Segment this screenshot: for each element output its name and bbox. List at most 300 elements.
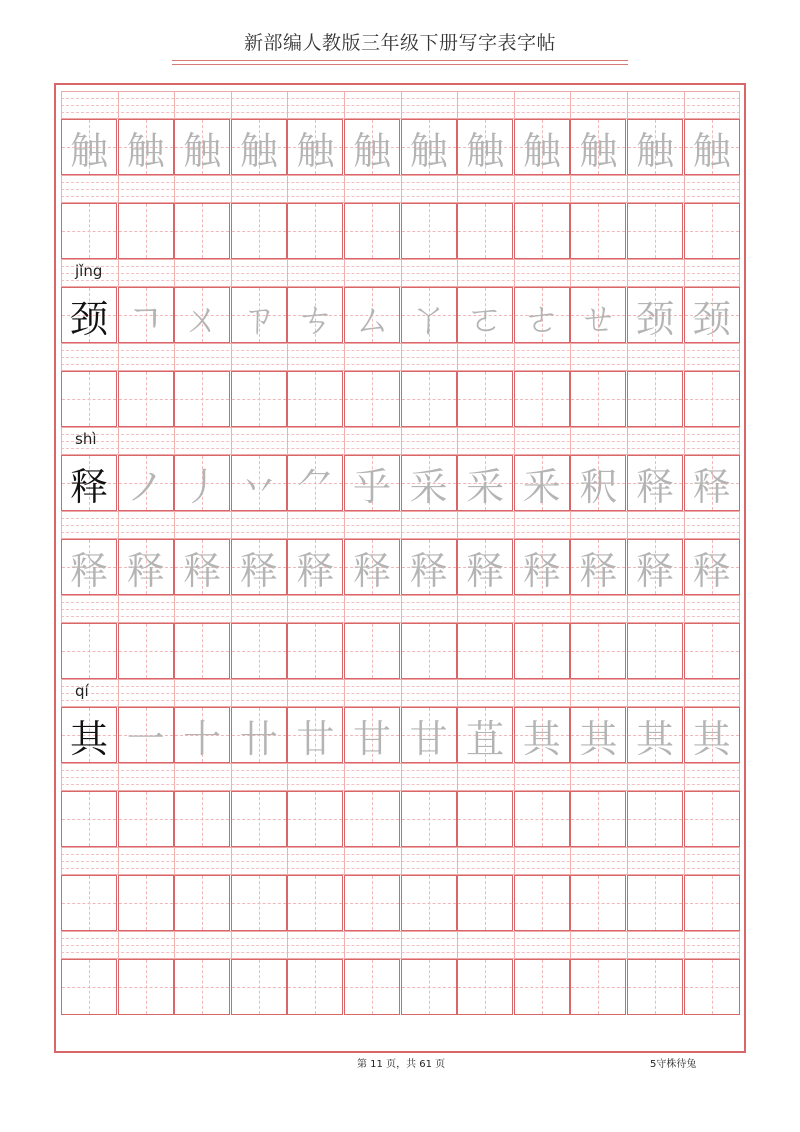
tianzige-cell[interactable] bbox=[61, 455, 117, 511]
pinyin-column-line bbox=[570, 175, 571, 203]
trace-character bbox=[232, 876, 286, 930]
tianzige-cell[interactable] bbox=[570, 119, 626, 175]
pinyin-column-line bbox=[174, 427, 175, 455]
pinyin-column-line bbox=[627, 595, 628, 623]
tianzige-cell[interactable] bbox=[61, 371, 117, 427]
pinyin-column-line bbox=[61, 763, 62, 791]
pinyin-column-line bbox=[231, 595, 232, 623]
trace-character bbox=[62, 204, 116, 258]
pinyin-column-line bbox=[287, 847, 288, 875]
tianzige-cell[interactable] bbox=[118, 539, 174, 595]
pinyin-band bbox=[61, 847, 740, 875]
tianzige-cell[interactable] bbox=[627, 287, 683, 343]
pinyin-column-line bbox=[118, 343, 119, 371]
pinyin-column-line bbox=[514, 763, 515, 791]
pinyin-column-line bbox=[344, 427, 345, 455]
tianzige-cell[interactable] bbox=[627, 875, 683, 931]
tianzige-cell[interactable] bbox=[344, 371, 400, 427]
trace-character bbox=[175, 204, 229, 258]
pinyin-column-line bbox=[174, 595, 175, 623]
practice-row bbox=[61, 427, 740, 511]
pinyin-column-line bbox=[231, 847, 232, 875]
pinyin-column-line bbox=[174, 91, 175, 119]
tianzige-cell[interactable] bbox=[401, 119, 457, 175]
tianzige-cell[interactable] bbox=[401, 623, 457, 679]
pinyin-column-line bbox=[684, 259, 685, 287]
tianzige-cell[interactable] bbox=[174, 959, 230, 1015]
tianzige-cell[interactable] bbox=[457, 371, 513, 427]
pinyin-column-line bbox=[570, 343, 571, 371]
tianzige-cell[interactable] bbox=[514, 959, 570, 1015]
pinyin-column-line bbox=[118, 259, 119, 287]
trace-character bbox=[402, 624, 456, 678]
tianzige-cell[interactable] bbox=[287, 875, 343, 931]
tianzige-cell[interactable] bbox=[174, 539, 230, 595]
tianzige-cell[interactable] bbox=[627, 119, 683, 175]
tianzige-cell[interactable] bbox=[174, 119, 230, 175]
trace-character: 触 bbox=[69, 128, 108, 173]
tianzige-cell[interactable] bbox=[287, 707, 343, 763]
tianzige-cell[interactable] bbox=[570, 875, 626, 931]
pinyin-column-line bbox=[514, 847, 515, 875]
pinyin-column-line bbox=[401, 91, 402, 119]
tianzige-cell[interactable] bbox=[231, 707, 287, 763]
tianzige-cell[interactable] bbox=[401, 875, 457, 931]
tianzige-cell[interactable] bbox=[514, 371, 570, 427]
tianzige-cell[interactable] bbox=[287, 791, 343, 847]
trace-character: 释 bbox=[296, 548, 335, 593]
tianzige-cell[interactable] bbox=[118, 623, 174, 679]
practice-row bbox=[61, 259, 740, 343]
trace-character: ㄨ bbox=[183, 296, 222, 341]
pinyin-guide-lines bbox=[61, 427, 740, 455]
pinyin-column-line bbox=[739, 931, 740, 959]
pinyin-column-line bbox=[401, 427, 402, 455]
trace-character: ㄙ bbox=[352, 296, 391, 341]
pinyin-column-line bbox=[684, 931, 685, 959]
tianzige-cell[interactable] bbox=[174, 455, 230, 511]
pinyin-column-line bbox=[174, 175, 175, 203]
tianzige-cell[interactable] bbox=[627, 203, 683, 259]
practice-row bbox=[61, 175, 740, 259]
tianzige-cell[interactable] bbox=[401, 539, 457, 595]
tianzige-cell[interactable] bbox=[514, 203, 570, 259]
tianzige-cell[interactable] bbox=[570, 959, 626, 1015]
tianzige-cell[interactable] bbox=[457, 119, 513, 175]
pinyin-column-line bbox=[457, 175, 458, 203]
tianzige-cell[interactable] bbox=[174, 203, 230, 259]
trace-character bbox=[402, 372, 456, 426]
trace-character bbox=[119, 624, 173, 678]
pinyin-column-line bbox=[570, 259, 571, 287]
tianzige-cell[interactable] bbox=[61, 203, 117, 259]
tianzige-cell[interactable] bbox=[684, 203, 740, 259]
trace-character bbox=[288, 372, 342, 426]
tianzige-cell[interactable] bbox=[287, 203, 343, 259]
tianzige-cell[interactable] bbox=[287, 287, 343, 343]
tianzige-cell[interactable] bbox=[231, 287, 287, 343]
trace-character: 一 bbox=[126, 716, 165, 761]
tianzige-cell[interactable] bbox=[570, 371, 626, 427]
tianzige-cell[interactable] bbox=[514, 287, 570, 343]
trace-character: ㄜ bbox=[522, 296, 561, 341]
trace-character bbox=[685, 372, 739, 426]
tianzige-cell[interactable] bbox=[684, 875, 740, 931]
model-character: 其 bbox=[69, 716, 108, 761]
trace-character bbox=[515, 372, 569, 426]
tianzige-cell[interactable] bbox=[344, 959, 400, 1015]
trace-character: 触 bbox=[579, 128, 618, 173]
trace-character bbox=[571, 876, 625, 930]
tianzige-cell[interactable] bbox=[231, 455, 287, 511]
trace-character bbox=[62, 960, 116, 1014]
trace-character bbox=[119, 960, 173, 1014]
tianzige-cell[interactable] bbox=[61, 959, 117, 1015]
tianzige-cell[interactable] bbox=[344, 791, 400, 847]
tianzige-cell[interactable] bbox=[231, 371, 287, 427]
pinyin-column-line bbox=[401, 259, 402, 287]
page-number: 第 11 页，共 61 页 bbox=[357, 1059, 446, 1070]
tianzige-cell[interactable] bbox=[457, 455, 513, 511]
tianzige-cell[interactable] bbox=[344, 455, 400, 511]
tianzige-cell[interactable] bbox=[684, 119, 740, 175]
pinyin-column-line bbox=[684, 343, 685, 371]
practice-row bbox=[61, 931, 740, 1015]
trace-character: 释 bbox=[522, 548, 561, 593]
pinyin-label: qí bbox=[75, 682, 89, 700]
tianzige-cell[interactable] bbox=[231, 791, 287, 847]
trace-character bbox=[458, 960, 512, 1014]
trace-character: ㄚ bbox=[409, 296, 448, 341]
pinyin-guide-lines bbox=[61, 595, 740, 623]
tianzige-cell[interactable] bbox=[118, 455, 174, 511]
pinyin-column-line bbox=[118, 847, 119, 875]
pinyin-column-line bbox=[287, 763, 288, 791]
char-cell-row bbox=[61, 539, 740, 595]
trace-character: 触 bbox=[635, 128, 674, 173]
char-cell-row bbox=[61, 707, 740, 763]
tianzige-cell[interactable] bbox=[61, 791, 117, 847]
trace-character: ㄝ bbox=[579, 296, 618, 341]
tianzige-cell[interactable] bbox=[457, 707, 513, 763]
trace-character bbox=[515, 204, 569, 258]
pinyin-guide-lines bbox=[61, 91, 740, 119]
tianzige-cell[interactable] bbox=[401, 791, 457, 847]
trace-character bbox=[288, 792, 342, 846]
pinyin-column-line bbox=[514, 931, 515, 959]
trace-character: 触 bbox=[692, 128, 731, 173]
tianzige-cell[interactable] bbox=[174, 875, 230, 931]
tianzige-cell[interactable] bbox=[627, 959, 683, 1015]
pinyin-column-line bbox=[118, 595, 119, 623]
pinyin-column-line bbox=[231, 763, 232, 791]
pinyin-column-line bbox=[174, 343, 175, 371]
pinyin-label: shì bbox=[75, 430, 97, 448]
tianzige-cell[interactable] bbox=[231, 119, 287, 175]
trace-character bbox=[119, 792, 173, 846]
pinyin-column-line bbox=[118, 91, 119, 119]
pinyin-column-line bbox=[514, 427, 515, 455]
tianzige-cell[interactable] bbox=[457, 791, 513, 847]
trace-character: 其 bbox=[579, 716, 618, 761]
pinyin-column-line bbox=[61, 175, 62, 203]
pinyin-band bbox=[61, 175, 740, 203]
tianzige-cell[interactable] bbox=[684, 539, 740, 595]
tianzige-cell[interactable] bbox=[684, 959, 740, 1015]
tianzige-cell[interactable] bbox=[514, 623, 570, 679]
tianzige-cell[interactable] bbox=[457, 959, 513, 1015]
tianzige-cell[interactable] bbox=[344, 623, 400, 679]
tianzige-cell[interactable] bbox=[118, 287, 174, 343]
pinyin-column-line bbox=[739, 91, 740, 119]
tianzige-cell[interactable] bbox=[118, 959, 174, 1015]
trace-character: 丷 bbox=[239, 464, 278, 509]
tianzige-cell[interactable] bbox=[287, 959, 343, 1015]
tianzige-cell[interactable] bbox=[287, 455, 343, 511]
tianzige-cell[interactable] bbox=[118, 203, 174, 259]
pinyin-column-line bbox=[684, 847, 685, 875]
tianzige-cell[interactable] bbox=[684, 623, 740, 679]
tianzige-cell[interactable] bbox=[570, 539, 626, 595]
trace-character: 释 bbox=[69, 548, 108, 593]
pinyin-column-line bbox=[570, 847, 571, 875]
tianzige-cell[interactable] bbox=[344, 875, 400, 931]
pinyin-column-line bbox=[739, 595, 740, 623]
tianzige-cell[interactable] bbox=[514, 119, 570, 175]
tianzige-cell[interactable] bbox=[287, 623, 343, 679]
tianzige-cell[interactable] bbox=[118, 707, 174, 763]
pinyin-guide-lines bbox=[61, 175, 740, 203]
tianzige-cell[interactable] bbox=[457, 287, 513, 343]
tianzige-cell[interactable] bbox=[684, 707, 740, 763]
tianzige-cell[interactable] bbox=[570, 287, 626, 343]
trace-character: 丿 bbox=[183, 464, 222, 509]
tianzige-cell[interactable] bbox=[514, 539, 570, 595]
pinyin-column-line bbox=[627, 679, 628, 707]
trace-character bbox=[402, 876, 456, 930]
pinyin-column-line bbox=[514, 679, 515, 707]
trace-character bbox=[458, 876, 512, 930]
trace-character bbox=[571, 204, 625, 258]
pinyin-column-line bbox=[174, 847, 175, 875]
pinyin-band bbox=[61, 259, 740, 287]
pinyin-column-line bbox=[684, 595, 685, 623]
tianzige-cell[interactable] bbox=[401, 203, 457, 259]
tianzige-cell[interactable] bbox=[287, 539, 343, 595]
trace-character: 其 bbox=[635, 716, 674, 761]
tianzige-cell[interactable] bbox=[514, 875, 570, 931]
trace-character bbox=[628, 876, 682, 930]
trace-character bbox=[62, 372, 116, 426]
tianzige-cell[interactable] bbox=[457, 875, 513, 931]
tianzige-cell[interactable] bbox=[231, 539, 287, 595]
trace-character bbox=[288, 624, 342, 678]
tianzige-cell[interactable] bbox=[344, 203, 400, 259]
tianzige-cell[interactable] bbox=[61, 539, 117, 595]
pinyin-column-line bbox=[570, 511, 571, 539]
pinyin-column-line bbox=[457, 763, 458, 791]
tianzige-cell[interactable] bbox=[287, 119, 343, 175]
tianzige-cell[interactable] bbox=[61, 707, 117, 763]
trace-character bbox=[175, 372, 229, 426]
pinyin-column-line bbox=[174, 259, 175, 287]
trace-character bbox=[62, 624, 116, 678]
tianzige-cell[interactable] bbox=[401, 707, 457, 763]
tianzige-cell[interactable] bbox=[514, 791, 570, 847]
tianzige-cell[interactable] bbox=[627, 455, 683, 511]
trace-character bbox=[62, 792, 116, 846]
pinyin-column-line bbox=[457, 679, 458, 707]
tianzige-cell[interactable] bbox=[61, 287, 117, 343]
tianzige-cell[interactable] bbox=[174, 791, 230, 847]
tianzige-cell[interactable] bbox=[174, 371, 230, 427]
trace-character: ノ bbox=[126, 464, 165, 509]
tianzige-cell[interactable] bbox=[684, 455, 740, 511]
trace-character: 释 bbox=[635, 464, 674, 509]
tianzige-cell[interactable] bbox=[174, 287, 230, 343]
trace-character bbox=[685, 624, 739, 678]
tianzige-cell[interactable] bbox=[344, 539, 400, 595]
pinyin-guide-lines bbox=[61, 259, 740, 287]
tianzige-cell[interactable] bbox=[684, 287, 740, 343]
trace-character bbox=[685, 960, 739, 1014]
char-cell-row bbox=[61, 875, 740, 931]
tianzige-cell[interactable] bbox=[457, 623, 513, 679]
trace-character: 采 bbox=[409, 464, 448, 509]
pinyin-column-line bbox=[457, 847, 458, 875]
trace-character bbox=[628, 204, 682, 258]
tianzige-cell[interactable] bbox=[627, 371, 683, 427]
trace-character bbox=[175, 624, 229, 678]
trace-character bbox=[288, 960, 342, 1014]
tianzige-cell[interactable] bbox=[118, 791, 174, 847]
pinyin-column-line bbox=[514, 511, 515, 539]
pinyin-column-line bbox=[344, 175, 345, 203]
pinyin-guide-lines bbox=[61, 511, 740, 539]
tianzige-cell[interactable] bbox=[401, 371, 457, 427]
tianzige-cell[interactable] bbox=[570, 203, 626, 259]
pinyin-column-line bbox=[231, 931, 232, 959]
trace-character: 触 bbox=[296, 128, 335, 173]
tianzige-cell[interactable] bbox=[627, 707, 683, 763]
tianzige-cell[interactable] bbox=[684, 371, 740, 427]
tianzige-cell[interactable] bbox=[61, 119, 117, 175]
trace-character: 释 bbox=[352, 548, 391, 593]
pinyin-column-line bbox=[287, 343, 288, 371]
pinyin-band bbox=[61, 763, 740, 791]
pinyin-column-line bbox=[61, 511, 62, 539]
pinyin-column-line bbox=[174, 511, 175, 539]
pinyin-band bbox=[61, 91, 740, 119]
pinyin-column-line bbox=[344, 91, 345, 119]
trace-character: 其 bbox=[692, 716, 731, 761]
trace-character bbox=[571, 372, 625, 426]
tianzige-cell[interactable] bbox=[627, 539, 683, 595]
pinyin-column-line bbox=[231, 511, 232, 539]
pinyin-column-line bbox=[401, 343, 402, 371]
pinyin-band bbox=[61, 427, 740, 455]
trace-character bbox=[458, 792, 512, 846]
pinyin-column-line bbox=[231, 175, 232, 203]
tianzige-cell[interactable] bbox=[118, 119, 174, 175]
trace-character: 释 bbox=[692, 548, 731, 593]
tianzige-cell[interactable] bbox=[401, 455, 457, 511]
tianzige-cell[interactable] bbox=[231, 623, 287, 679]
trace-character: 其 bbox=[522, 716, 561, 761]
tianzige-cell[interactable] bbox=[231, 203, 287, 259]
tianzige-cell[interactable] bbox=[344, 287, 400, 343]
pinyin-column-line bbox=[344, 259, 345, 287]
trace-character: 甘 bbox=[409, 716, 448, 761]
tianzige-cell[interactable] bbox=[570, 455, 626, 511]
tianzige-cell[interactable] bbox=[570, 707, 626, 763]
pinyin-label: jǐng bbox=[75, 262, 103, 280]
pinyin-column-line bbox=[739, 511, 740, 539]
title-rule-top bbox=[172, 60, 628, 61]
tianzige-cell[interactable] bbox=[174, 623, 230, 679]
pinyin-column-line bbox=[401, 679, 402, 707]
tianzige-cell[interactable] bbox=[344, 707, 400, 763]
tianzige-cell[interactable] bbox=[174, 707, 230, 763]
pinyin-column-line bbox=[570, 595, 571, 623]
pinyin-column-line bbox=[627, 91, 628, 119]
tianzige-cell[interactable] bbox=[401, 287, 457, 343]
page-title: 新部编人教版三年级下册写字表字帖 bbox=[243, 32, 556, 54]
pinyin-column-line bbox=[61, 427, 62, 455]
trace-character bbox=[62, 876, 116, 930]
tianzige-cell[interactable] bbox=[514, 455, 570, 511]
tianzige-cell[interactable] bbox=[118, 371, 174, 427]
tianzige-cell[interactable] bbox=[231, 875, 287, 931]
trace-character bbox=[515, 960, 569, 1014]
tianzige-cell[interactable] bbox=[118, 875, 174, 931]
pinyin-guide-lines bbox=[61, 847, 740, 875]
pinyin-column-line bbox=[118, 763, 119, 791]
tianzige-cell[interactable] bbox=[61, 623, 117, 679]
tianzige-cell[interactable] bbox=[457, 539, 513, 595]
tianzige-cell[interactable] bbox=[514, 707, 570, 763]
tianzige-cell[interactable] bbox=[457, 203, 513, 259]
tianzige-cell[interactable] bbox=[231, 959, 287, 1015]
trace-character: ⺈ bbox=[296, 464, 335, 509]
trace-character bbox=[458, 372, 512, 426]
tianzige-cell[interactable] bbox=[570, 623, 626, 679]
tianzige-cell[interactable] bbox=[61, 875, 117, 931]
practice-row bbox=[61, 511, 740, 595]
pinyin-column-line bbox=[287, 427, 288, 455]
trace-character bbox=[571, 960, 625, 1014]
tianzige-cell[interactable] bbox=[344, 119, 400, 175]
pinyin-column-line bbox=[739, 679, 740, 707]
pinyin-column-line bbox=[514, 259, 515, 287]
trace-character bbox=[571, 792, 625, 846]
char-cell-row bbox=[61, 371, 740, 427]
tianzige-cell[interactable] bbox=[287, 371, 343, 427]
pinyin-column-line bbox=[231, 343, 232, 371]
trace-character bbox=[571, 624, 625, 678]
tianzige-cell[interactable] bbox=[627, 623, 683, 679]
practice-grid bbox=[61, 91, 740, 1015]
trace-character: ㄱ bbox=[127, 296, 164, 341]
tianzige-cell[interactable] bbox=[627, 791, 683, 847]
tianzige-cell[interactable] bbox=[684, 791, 740, 847]
pinyin-column-line bbox=[118, 175, 119, 203]
pinyin-column-line bbox=[570, 427, 571, 455]
pinyin-column-line bbox=[61, 847, 62, 875]
trace-character bbox=[232, 624, 286, 678]
tianzige-cell[interactable] bbox=[401, 959, 457, 1015]
tianzige-cell[interactable] bbox=[570, 791, 626, 847]
